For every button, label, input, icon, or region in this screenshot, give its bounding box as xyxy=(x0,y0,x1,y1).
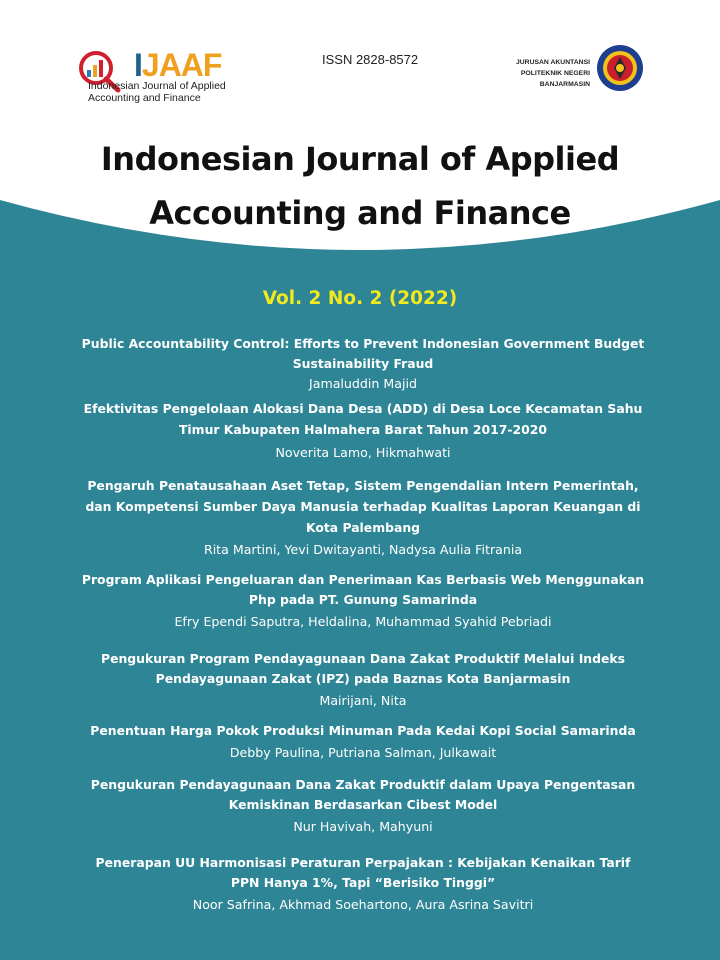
article-list xyxy=(80,334,646,915)
article-entry xyxy=(80,721,646,775)
article-authors: Jamaluddin Majid xyxy=(309,376,417,391)
article-entry xyxy=(80,570,646,649)
article-entry xyxy=(80,475,646,570)
article-entry xyxy=(80,853,646,915)
issn-number: ISSN 2828-8572 xyxy=(322,52,419,67)
article-entry xyxy=(80,775,646,853)
article-title: Efektivitas Pengelolaan Alokasi Dana Desa (ADD) di Desa Loce Kecamatan Sahu Timur Kabupaten Halmahera Barat Tahun 2017-2020 xyxy=(83,401,643,437)
article-authors: Mairijani, Nita xyxy=(319,693,407,708)
article-title: Program Aplikasi Pengeluaran dan Penerimaan Kas Berbasis Web Menggunakan Php pada PT. Gunung Samarinda xyxy=(81,572,645,607)
institution-name: JURUSAN AKUNTANSI POLITEKNIK NEGERI BANJARMASIN xyxy=(515,59,590,88)
university-seal-icon xyxy=(596,44,644,92)
article-title: Pengukuran Program Pendayagunaan Dana Zakat Produktif Melalui Indeks Pendayagunaan Zakat (IPZ) pada Baznas Kota Banjarmasin xyxy=(100,651,626,686)
article-authors: Efry Ependi Saputra, Heldalina, Muhammad Syahid Pebriadi xyxy=(174,614,552,629)
article-title: Public Accountability Control: Efforts to Prevent Indonesian Government Budget Sustainability Fraud xyxy=(81,336,645,371)
article-authors: Rita Martini, Yevi Dwitayanti, Nadysa Aulia Fitrania xyxy=(203,542,523,557)
logo-subtitle: Indonesian Journal of Applied Accounting and Finance xyxy=(88,80,226,104)
article-authors: Noor Safrina, Akhmad Soehartono, Aura Asrina Savitri xyxy=(192,897,534,912)
article-entry xyxy=(80,334,646,398)
article-authors: Noverita Lamo, Hikmahwati xyxy=(275,445,451,460)
logo-wordmark: IJAAF xyxy=(134,47,222,83)
journal-title: Indonesian Journal of Applied Accounting and Finance xyxy=(100,140,620,232)
article-title: Penentuan Harga Pokok Produksi Minuman Pada Kedai Kopi Social Samarinda xyxy=(90,723,636,738)
article-entry xyxy=(80,398,646,475)
article-entry xyxy=(80,649,646,721)
article-authors: Nur Havivah, Mahyuni xyxy=(293,819,433,834)
article-title: Penerapan UU Harmonisasi Peraturan Perpajakan : Kebijakan Kenaikan Tarif PPN Hanya 1%, Tapi “Berisiko Tinggi” xyxy=(95,855,631,890)
article-title: Pengukuran Pendayagunaan Dana Zakat Produktif dalam Upaya Pengentasan Kemiskinan Berdasarkan Cibest Model xyxy=(90,777,636,812)
article-title: Pengaruh Penatausahaan Aset Tetap, Sistem Pengendalian Intern Pemerintah, dan Kompetensi Sumber Daya Manusia terhadap Kualitas Laporan Keuangan di Kota Palembang xyxy=(85,478,641,535)
article-authors: Debby Paulina, Putriana Salman, Julkawait xyxy=(229,745,497,760)
volume-issue: Vol. 2 No. 2 (2022) xyxy=(262,288,458,309)
